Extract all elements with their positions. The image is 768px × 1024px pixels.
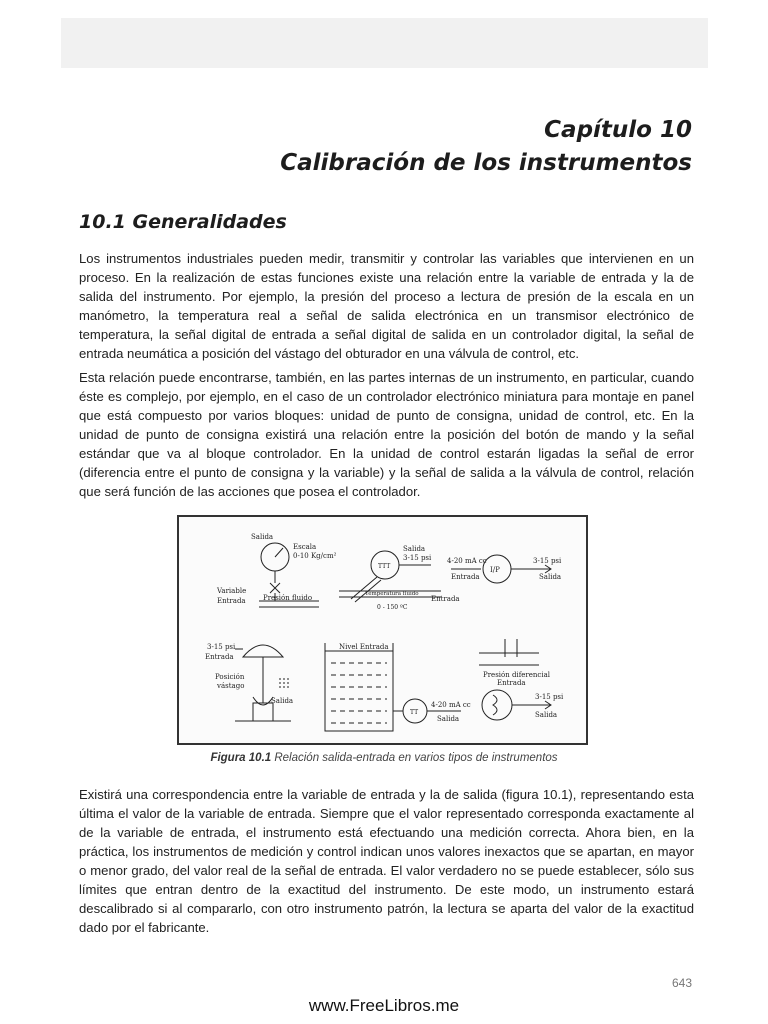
caption-text: Relación salida-entrada en varios tipos de instrumentos xyxy=(271,752,558,764)
fig-label: Nivel Entrada xyxy=(339,643,389,651)
fig-label: Presión fluido xyxy=(263,594,313,602)
figure-diagram xyxy=(179,517,586,743)
fig-label: TT xyxy=(410,709,419,716)
fig-label: 0-10 Kg/cm² xyxy=(293,552,337,560)
footer-link[interactable]: www.FreeLibros.me xyxy=(308,996,460,1015)
fig-label: Variable xyxy=(217,587,247,595)
header-band xyxy=(61,18,708,68)
fig-label: Temperatura fluido xyxy=(365,591,419,597)
section-title: 10.1 Generalidades xyxy=(79,211,287,233)
fig-label: Salida xyxy=(403,545,426,553)
fig-label: Salida xyxy=(535,711,558,719)
differential-pressure-icon xyxy=(482,690,512,720)
fig-label: 3-15 psi xyxy=(403,554,432,562)
page-number: 643 xyxy=(671,976,692,990)
paragraph: Esta relación puede encontrarse, también, en las partes internas de un instrumento, en particular, cuando éste es complejo, por ejemplo, en el caso de un controlador electrónico miniatura para montaje en panel que está compuesto por varios bloques: unidad de punto de consigna, unidad de control, etc. En la unidad de punto de consigna existirá una relación entre la posición del botón de mando y la señal estándar que va al bloque controlador. En la unidad de control estarán ligadas la señal de error (diferencia entre el punto de consigna y la variable) y la señal de salida a la válvula de control, relación que será función de las acciones que posea el controlador. xyxy=(79,370,694,499)
fig-label: Entrada xyxy=(451,573,480,581)
fig-label: 3-15 psi xyxy=(533,557,562,565)
fig-label: 3-15 psi xyxy=(207,643,236,651)
fig-label: Escala xyxy=(293,543,317,551)
fig-label: Presión diferencial xyxy=(483,671,550,679)
fig-label: 4-20 mA cc xyxy=(431,701,471,709)
chapter-heading xyxy=(280,114,692,180)
caption-label: Figura 10.1 xyxy=(210,752,272,764)
fig-label: Posición xyxy=(215,673,245,681)
fig-label: TTT xyxy=(378,563,391,570)
fig-label: Entrada xyxy=(497,679,526,687)
fig-label: Entrada xyxy=(217,597,246,605)
fig-label: Salida xyxy=(251,533,274,541)
fig-label: I/P xyxy=(490,566,500,574)
fig-label: 0 - 150 ºC xyxy=(377,604,408,611)
fig-label: Salida xyxy=(539,573,562,581)
control-valve-icon xyxy=(243,645,283,657)
fig-label: 4-20 mA cc xyxy=(447,557,487,565)
fig-label: Salida xyxy=(271,697,294,705)
fig-label: vástago xyxy=(217,682,245,690)
chapter-number: Capítulo 10 xyxy=(544,117,692,143)
figure-instruments xyxy=(177,515,588,745)
fig-label: Entrada xyxy=(431,595,460,603)
fig-label: 3-15 psi xyxy=(535,693,564,701)
fig-label: Salida xyxy=(437,715,460,723)
paragraph: Los instrumentos industriales pueden medir, transmitir y controlar las variables que intervienen en un proceso. En la realización de estas funciones existe una relación entre la variable de entrada y la de salida del instrumento. Por ejemplo, la presión del proceso a lectura de presión de la escala en un manómetro, la temperatura real a señal de salida electrónica en un transmisor electrónico de temperatura, la señal digital de entrada a señal digital de salida en un controlador digital, la señal de entrada neumática a posición del vástago del obturador en una válvula de control, etc. xyxy=(79,251,694,361)
paragraph: Existirá una correspondencia entre la variable de entrada y la de salida (figura 10.1), representando esta última el valor de la variable de entrada. Siempre que el valor representado corresponda exactamente al de la variable de entrada, el instrumento está efectuando una medición correcta. Ahora bien, en la práctica, los instrumentos de medición y control indican unos valores inexactos que se apartan, en mayor o menor grado, del valor real de la señal de entrada. El valor verdadero no se puede establecer, sólo sus límites que entran dentro de la exactitud del instrumento. De este modo, un instrumento estará descalibrado si al compararlo, con otro instrumento patrón, la lectura se aparta del valor de la exactitud dado por el fabricante. xyxy=(79,787,694,935)
figure-caption xyxy=(0,752,768,764)
chapter-title: Calibración de los instrumentos xyxy=(280,150,692,176)
fig-label: Entrada xyxy=(205,653,234,661)
